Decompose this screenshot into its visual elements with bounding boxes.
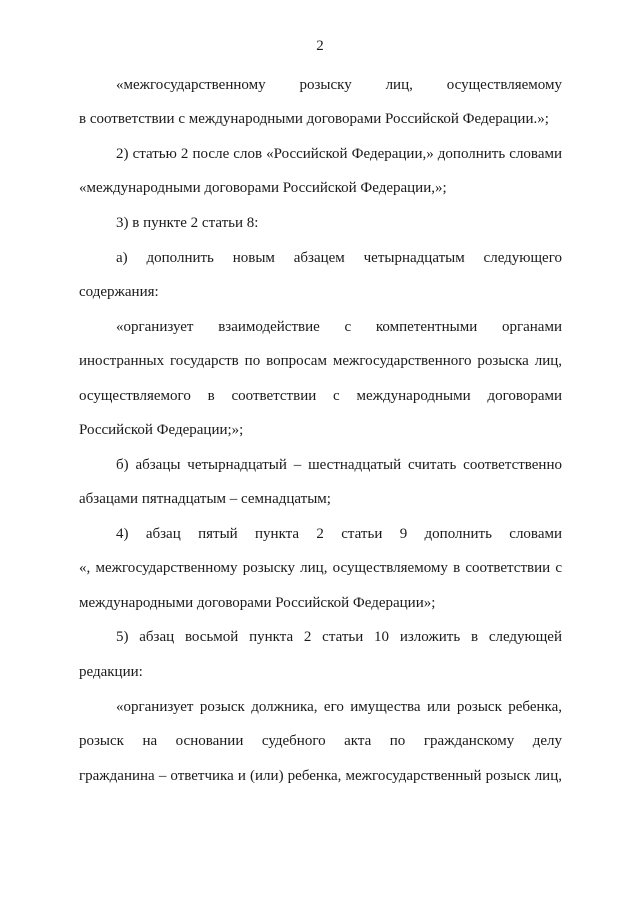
text-line: содержания: [79,284,159,300]
text-line: «, межгосударственному розыску лиц, осуществляемому в соответствии с [79,560,562,576]
text-line: гражданина – ответчика и (или) ребенка, межгосударственный розыск лиц, [79,768,562,784]
text-line: «организует взаимодействие с компетентными органами [116,319,562,335]
text-line: международными договорами Российской Федерации»; [79,595,436,611]
text-line: осуществляемого в соответствии с международными договорами [79,388,562,404]
text-line: абзацами пятнадцатым – семнадцатым; [79,491,331,507]
text-line: 4) абзац пятый пункта 2 статьи 9 дополнить словами [116,526,562,542]
text-line: «организует розыск должника, его имущества или розыск ребенка, [116,699,562,715]
text-line: а) дополнить новым абзацем четырнадцатым следующего [116,250,562,266]
text-line: в соответствии с международными договорами Российской Федерации.»; [79,111,549,127]
text-line: 2) статью 2 после слов «Российской Федерации,» дополнить словами [116,146,562,162]
text-line: редакции: [79,664,143,680]
text-line: «межгосударственному розыску лиц, осуществляемому [116,77,562,93]
text-line: 5) абзац восьмой пункта 2 статьи 10 изложить в следующей [116,629,562,645]
text-line: б) абзацы четырнадцатый – шестнадцатый считать соответственно [116,457,562,473]
text-line: «международными договорами Российской Федерации,»; [79,180,447,196]
text-line: 3) в пункте 2 статьи 8: [116,215,259,231]
text-line: иностранных государств по вопросам межгосударственного розыска лиц, [79,353,562,369]
page-number: 2 [316,38,324,54]
text-line: Российской Федерации;»; [79,422,244,438]
text-line: розыск на основании судебного акта по гражданскому делу [79,733,562,749]
